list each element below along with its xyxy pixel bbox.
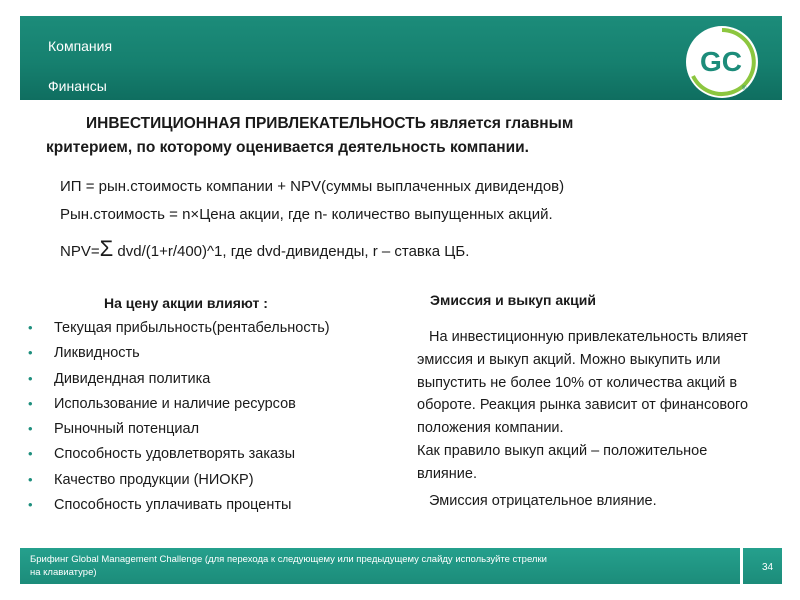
footer-bar: [20, 548, 782, 584]
logo-registered-mark: ®: [742, 86, 747, 92]
list-item: • Текущая прибыльность(рентабельность): [28, 320, 330, 336]
emission-title: Эмиссия и выкуп акций: [430, 292, 596, 308]
header-bar: [20, 16, 782, 100]
emission-text: [417, 326, 757, 512]
headline-line2: критерием, по которому оценивается деятельность компании.: [46, 139, 529, 156]
list-item: • Использование и наличие ресурсов: [28, 395, 296, 412]
bullet-icon: •: [28, 395, 33, 411]
bullet-icon: •: [28, 345, 33, 361]
list-item: • Качество продукции (НИОКР): [28, 471, 254, 488]
bullet-icon: •: [28, 497, 33, 513]
company-label[interactable]: Компания: [48, 38, 113, 54]
list-item: • Способность уплачивать проценты: [28, 497, 292, 514]
factors-list: [28, 318, 408, 520]
bullet-icon: •: [28, 320, 33, 335]
bullet-icon: •: [28, 370, 33, 386]
footer-note: Брифинг Global Management Challenge (для перехода к следующему или предыдущему слайду используйте стрелки на клавиатуре): [30, 554, 547, 578]
footer-divider: [740, 548, 743, 584]
sigma-symbol: Σ: [99, 236, 114, 261]
formula-line2: Рын.стоимость = n×Цена акции, где n- количество выпущенных акций.: [60, 206, 553, 223]
logo-letters: GC: [700, 46, 742, 77]
emission-para1: На инвестиционную привлекательность влияет эмиссия и выкуп акций. Можно выкупить или выпустить не более 10% от количества акций в обороте. Реакция рынка зависит от финансового положения компании.: [417, 329, 749, 437]
list-item: • Ликвидность: [28, 345, 140, 362]
list-item: • Способность удовлетворять заказы: [28, 446, 295, 463]
page-number: 34: [762, 562, 774, 573]
headline: [46, 112, 746, 160]
emission-para2: Как правило выкуп акций – положительное влияние.: [417, 442, 708, 482]
gmc-logo: [684, 24, 760, 100]
bullet-icon: •: [28, 446, 33, 462]
emission-para3: Эмиссия отрицательное влияние.: [429, 492, 657, 509]
bullet-icon: •: [28, 471, 33, 487]
formula-line1: ИП = рын.стоимость компании + NPV(суммы выплаченных дивидендов): [60, 178, 565, 195]
factors-title: На цену акции влияют :: [104, 295, 268, 311]
headline-bold: ИНВЕСТИЦИОННАЯ ПРИВЛЕКАТЕЛЬНОСТЬ: [86, 115, 426, 132]
formula-line3: NPV=Σ dvd/(1+r/400)^1, где dvd-дивиденды, r – ставка ЦБ.: [60, 236, 470, 261]
section-label[interactable]: Финансы: [48, 78, 107, 94]
list-item: • Рыночный потенциал: [28, 421, 200, 438]
list-item: • Дивидендная политика: [28, 370, 211, 387]
bullet-icon: •: [28, 421, 33, 437]
headline-rest: является главным: [425, 115, 574, 132]
